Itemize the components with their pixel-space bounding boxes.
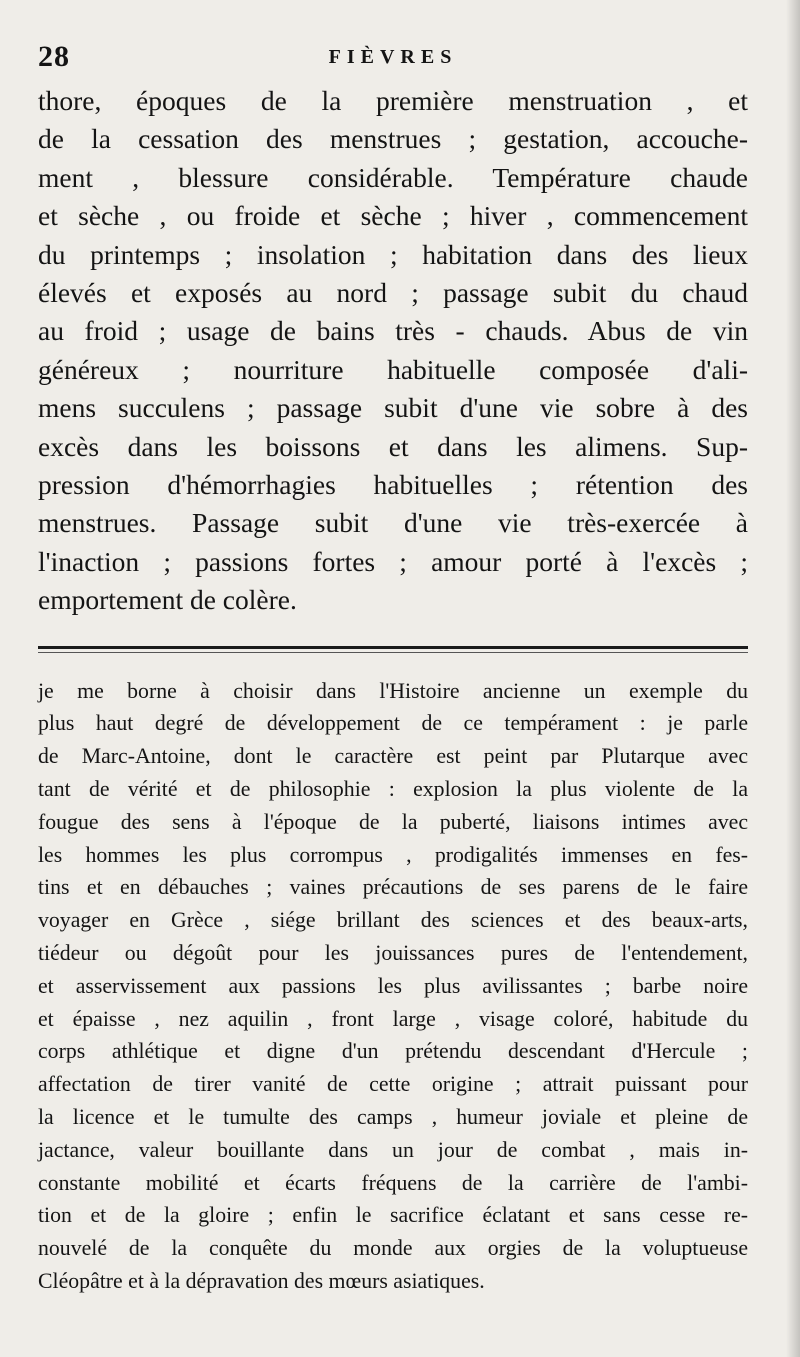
- footnote-line: corps athlétique et digne d'un prétendu descendant d'Hercule ;: [38, 1039, 748, 1064]
- main-text-line: thore, époques de la première menstruation , et: [38, 85, 748, 116]
- footnote-line: constante mobilité et écarts fréquens de la carrière de l'ambi-: [38, 1170, 748, 1195]
- main-text-line: l'inaction ; passions fortes ; amour porté à l'excès ;: [38, 545, 748, 577]
- running-title: FIÈVRES: [328, 46, 458, 68]
- main-text-line: au froid ; usage de bains très - chauds. Abus de vin: [38, 315, 748, 347]
- footnote-line: Cléopâtre et à la dépravation des mœurs asiatiques.: [38, 1269, 485, 1294]
- footnote-line: je me borne à choisir dans l'Histoire ancienne un exemple du: [38, 678, 748, 703]
- footnote-divider-thin: [38, 652, 748, 653]
- main-text: [38, 82, 748, 620]
- footnote-line: nouvelé de la conquête du monde aux orgies de la voluptueuse: [38, 1236, 748, 1261]
- footnote-line: la licence et le tumulte des camps , humeur joviale et pleine de: [38, 1105, 748, 1130]
- footnote-divider: [38, 646, 748, 649]
- footnote-line: tion et de la gloire ; enfin le sacrifice éclatant et sans cesse re-: [38, 1203, 748, 1228]
- footnote-line: fougue des sens à l'époque de la puberté, liaisons intimes avec: [38, 809, 748, 834]
- main-text-line: généreux ; nourriture habituelle composée d'ali-: [38, 353, 748, 385]
- main-text-line: élevés et exposés au nord ; passage subit du chaud: [38, 277, 748, 309]
- footnote-line: tins et en débauches ; vaines précautions de ses parens de le faire: [38, 875, 748, 900]
- main-text-line: ment , blessure considérable. Température chaude: [38, 161, 748, 193]
- footnote-line: tiédeur ou dégoût pour les jouissances pures de l'entendement,: [38, 941, 748, 966]
- footnote-line: jactance, valeur bouillante dans un jour de combat , mais in-: [38, 1137, 748, 1162]
- main-text-line: excès dans les boissons et dans les alimens. Sup-: [38, 430, 748, 462]
- footnote-line: les hommes les plus corrompus , prodigalités immenses en fes-: [38, 842, 748, 867]
- footnote-line: de Marc-Antoine, dont le caractère est peint par Plutarque avec: [38, 744, 748, 769]
- footnote-line: et asservissement aux passions les plus avilissantes ; barbe noire: [38, 973, 748, 998]
- footnote-line: et épaisse , nez aquilin , front large , visage coloré, habitude du: [38, 1006, 748, 1031]
- footnote-line: voyager en Grèce , siége brillant des sciences et des beaux-arts,: [38, 908, 748, 933]
- main-text-line: et sèche , ou froide et sèche ; hiver , commencement: [38, 200, 748, 232]
- running-head: [38, 38, 748, 82]
- main-text-line: menstrues. Passage subit d'une vie très-exercée à: [38, 507, 748, 539]
- footnote-line: plus haut degré de développement de ce tempérament : je parle: [38, 711, 748, 736]
- footnote-line: tant de vérité et de philosophie : explosion la plus violente de la: [38, 777, 748, 802]
- main-text-line: pression d'hémorrhagies habituelles ; rétention des: [38, 469, 748, 501]
- page-number: 28: [38, 40, 70, 73]
- main-text-line: emportement de colère.: [38, 584, 297, 616]
- main-text-line: de la cessation des menstrues ; gestation, accouche-: [38, 123, 748, 155]
- main-text-line: mens succulens ; passage subit d'une vie sobre à des: [38, 392, 748, 424]
- footnote-text: [38, 675, 748, 1298]
- main-text-line: du printemps ; insolation ; habitation dans des lieux: [38, 238, 748, 270]
- footnote-line: affectation de tirer vanité de cette origine ; attrait puissant pour: [38, 1072, 748, 1097]
